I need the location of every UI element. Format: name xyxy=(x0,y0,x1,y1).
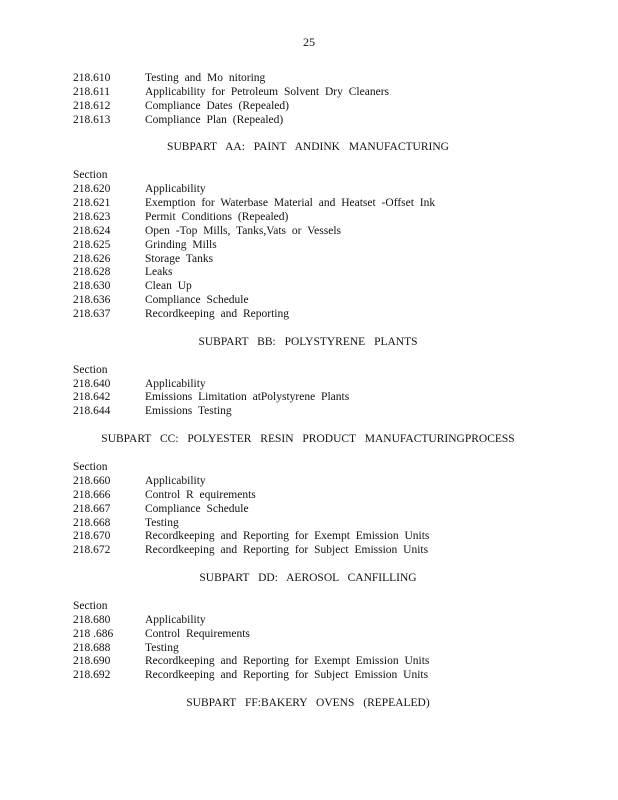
spacer xyxy=(73,586,543,600)
section-title: Recordkeeping and Reporting for Exempt Emission Units xyxy=(145,655,430,668)
subpart-heading: SUBPART FF:BAKERY OVENS (REPEALED) xyxy=(186,697,430,710)
section-title: Leaks xyxy=(145,266,173,279)
section-entry xyxy=(73,183,543,197)
subparts xyxy=(73,128,543,711)
section-number: 218.637 xyxy=(73,308,111,321)
section-entry xyxy=(73,72,543,86)
section-number: 218.626 xyxy=(73,252,111,265)
section-entry xyxy=(73,280,543,294)
section-title: Clean Up xyxy=(145,280,192,293)
section-title: Applicability for Petroleum Solvent Dry Cleaners xyxy=(145,85,389,98)
section-entry xyxy=(73,225,543,239)
spacer xyxy=(73,322,543,336)
section-title: Testing and Mo nitoring xyxy=(145,72,266,84)
section-label: Section xyxy=(73,363,108,376)
section-entry xyxy=(73,197,543,211)
section-number: 218.611 xyxy=(73,85,110,98)
section-title: Exemption for Waterbase Material and Heatset -Offset Ink xyxy=(145,197,436,210)
page-number: 25 xyxy=(303,35,315,49)
section-title: Emissions Testing xyxy=(145,405,232,418)
section-entry xyxy=(73,294,543,308)
section-entry xyxy=(73,253,543,267)
section-entry xyxy=(73,100,543,114)
section-title: Applicability xyxy=(145,613,206,626)
section-title: Control R equirements xyxy=(145,488,256,501)
section-title: Permit Conditions (Repealed) xyxy=(145,210,289,223)
section-entry xyxy=(73,86,543,100)
section-title: Grinding Mills xyxy=(145,238,217,251)
section-number: 218.640 xyxy=(73,377,111,390)
section-title: Compliance Dates (Repealed) xyxy=(145,99,289,112)
section-number: 218.612 xyxy=(73,99,111,112)
section-number: 218.621 xyxy=(73,197,111,210)
spacer xyxy=(73,155,543,169)
section-title: Storage Tanks xyxy=(145,252,214,265)
section-title: Compliance Schedule xyxy=(145,294,249,307)
section-title: Testing xyxy=(145,516,179,529)
spacer xyxy=(73,128,543,142)
section-number: 218.620 xyxy=(73,183,111,196)
section-number: 218.690 xyxy=(73,655,111,668)
section-number: 218.642 xyxy=(73,391,111,404)
section-entry xyxy=(73,475,543,489)
section-entry xyxy=(73,530,543,544)
section-number: 218.692 xyxy=(73,669,111,682)
section-title: Recordkeeping and Reporting for Exempt Emission Units xyxy=(145,530,430,543)
section-entry xyxy=(73,517,543,531)
spacer xyxy=(73,558,543,572)
subpart-heading: SUBPART CC: POLYESTER RESIN PRODUCT MANUFACTURINGPROCESS xyxy=(101,433,515,446)
section-entry xyxy=(73,642,543,656)
section-label: Section xyxy=(73,169,108,182)
section-entry xyxy=(73,503,543,517)
section-title: Recordkeeping and Reporting xyxy=(145,308,289,321)
section-title: Applicability xyxy=(145,183,206,196)
section-entry xyxy=(73,628,543,642)
section-title: Applicability xyxy=(145,474,206,487)
section-entry xyxy=(73,489,543,503)
section-entry xyxy=(73,391,543,405)
subpart-block xyxy=(73,128,543,322)
section-number: 218.667 xyxy=(73,502,111,515)
section-number: 218.628 xyxy=(73,266,111,279)
section-title: Recordkeeping and Reporting for Subject Emission Units xyxy=(145,544,429,557)
section-entry xyxy=(73,655,543,669)
section-number: 218.670 xyxy=(73,530,111,543)
section-number: 218.668 xyxy=(73,516,111,529)
intro-entries xyxy=(73,72,543,128)
section-title: Control Requirements xyxy=(145,627,250,640)
section-entry xyxy=(73,669,543,683)
subpart-heading: SUBPART BB: POLYSTYRENE PLANTS xyxy=(198,335,418,348)
section-entry xyxy=(73,266,543,280)
section-title: Emissions Limitation atPolystyrene Plants xyxy=(145,391,350,404)
spacer xyxy=(73,683,543,697)
section-number: 218.624 xyxy=(73,224,111,237)
spacer xyxy=(73,419,543,433)
section-label: Section xyxy=(73,599,108,612)
table-of-contents xyxy=(73,72,543,711)
subpart-block xyxy=(73,419,543,558)
section-number: 218.630 xyxy=(73,280,111,293)
section-label: Section xyxy=(73,460,108,473)
section-entry xyxy=(73,378,543,392)
section-number: 218 .686 xyxy=(73,627,114,640)
section-entry xyxy=(73,114,543,128)
section-entry xyxy=(73,405,543,419)
section-entry xyxy=(73,544,543,558)
section-entry xyxy=(73,239,543,253)
section-number: 218.625 xyxy=(73,238,111,251)
subpart-heading: SUBPART DD: AEROSOL CANFILLING xyxy=(199,572,417,585)
section-entry xyxy=(73,211,543,225)
section-number: 218.644 xyxy=(73,405,111,418)
section-title: Recordkeeping and Reporting for Subject Emission Units xyxy=(145,669,429,682)
subpart-heading: SUBPART AA: PAINT ANDINK MANUFACTURING xyxy=(167,141,449,154)
section-number: 218.672 xyxy=(73,544,111,557)
spacer xyxy=(73,447,543,461)
section-number: 218.680 xyxy=(73,613,111,626)
section-title: Applicability xyxy=(145,377,206,390)
section-entry xyxy=(73,614,543,628)
section-title: Compliance Schedule xyxy=(145,502,249,515)
section-number: 218.666 xyxy=(73,488,111,501)
section-number: 218.623 xyxy=(73,210,111,223)
section-number: 218.610 xyxy=(73,72,111,84)
section-number: 218.688 xyxy=(73,641,111,654)
section-number: 218.636 xyxy=(73,294,111,307)
section-number: 218.613 xyxy=(73,113,111,126)
section-title: Testing xyxy=(145,641,179,654)
section-title: Compliance Plan (Repealed) xyxy=(145,113,284,126)
subpart-block xyxy=(73,558,543,683)
subpart-block xyxy=(73,683,543,711)
section-number: 218.660 xyxy=(73,474,111,487)
section-title: Open -Top Mills, Tanks,Vats or Vessels xyxy=(145,224,342,237)
subpart-block xyxy=(73,322,543,419)
section-entry xyxy=(73,308,543,322)
spacer xyxy=(73,350,543,364)
